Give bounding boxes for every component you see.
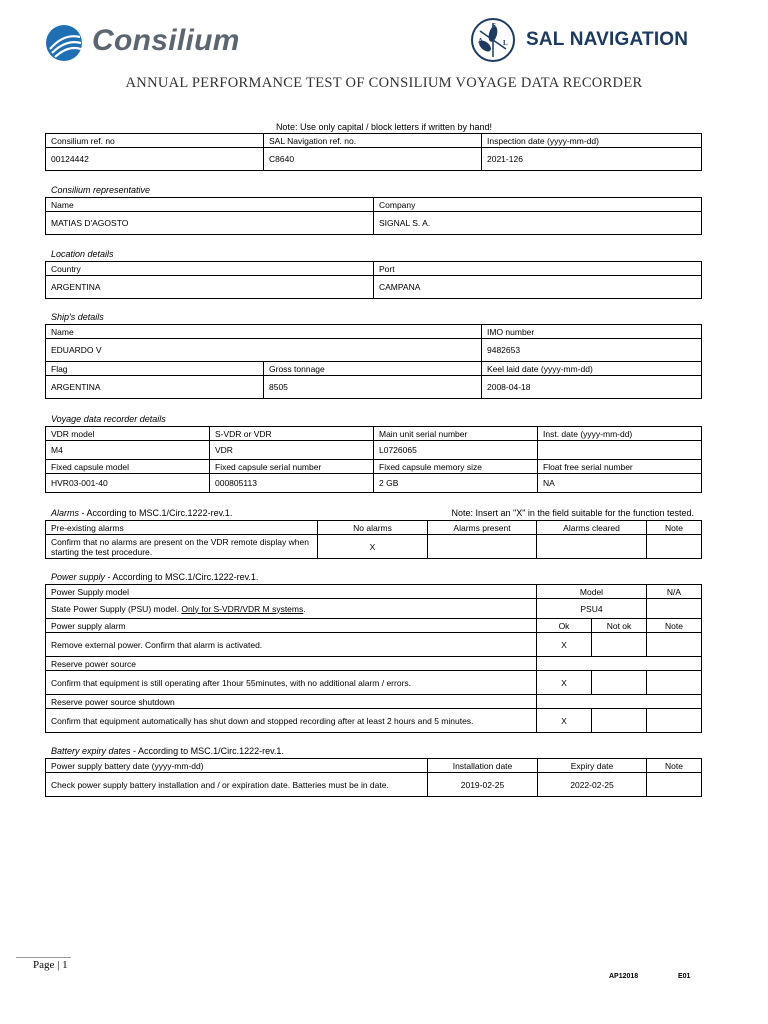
psu-alarm-ok-cell[interactable]: X (537, 633, 592, 657)
capsule-model-value[interactable]: HVR03-001-40 (46, 474, 210, 493)
capsule-model-label: Fixed capsule model (46, 460, 210, 474)
battery-table (45, 758, 702, 797)
rep-company-value[interactable]: SIGNAL S. A. (374, 212, 702, 235)
reserve-power-header-blank (537, 657, 702, 671)
psu-model-text-suffix: . (303, 603, 306, 614)
pre-existing-alarms-header: Pre-existing alarms (46, 521, 318, 535)
power-reference: - According to MSC.1/Circ.1222-rev.1. (105, 572, 259, 582)
ship-table (45, 324, 702, 399)
shutdown-header: Reserve power source shutdown (46, 695, 537, 709)
consilium-logo-icon (44, 23, 84, 63)
shutdown-header-blank (537, 695, 702, 709)
vdr-model-value[interactable]: M4 (46, 441, 210, 460)
document-code: AP12018 (609, 973, 639, 980)
gross-tonnage-label: Gross tonnage (264, 362, 482, 376)
document-title: ANNUAL PERFORMANCE TEST OF CONSILIUM VOYAGE DATA RECORDER (125, 75, 643, 91)
main-unit-serial-label: Main unit serial number (374, 427, 538, 441)
power-table (45, 584, 702, 733)
alarms-table (45, 520, 702, 559)
reserve-not-ok-cell[interactable] (592, 671, 647, 695)
alarms-note-header: Note (647, 521, 702, 535)
psu-alarm-not-ok-cell[interactable] (592, 633, 647, 657)
gross-tonnage-value[interactable]: 8505 (264, 376, 482, 399)
alarms-present-cell[interactable] (428, 535, 537, 559)
location-section-title: Location details (51, 249, 114, 259)
flag-label: Flag (46, 362, 264, 376)
power-section-heading (51, 572, 258, 582)
na-header: N/A (647, 585, 702, 599)
alarms-cleared-cell[interactable] (537, 535, 647, 559)
rep-name-value[interactable]: MATIAS D'AGOSTO (46, 212, 374, 235)
vdr-section-title: Voyage data recorder details (51, 414, 166, 424)
representative-table (45, 197, 702, 235)
ok-header: Ok (537, 619, 592, 633)
alarms-section-title: Alarms (51, 508, 80, 518)
vdr-model-label: VDR model (46, 427, 210, 441)
shutdown-text: Confirm that equipment automatically has shut down and stopped recording after at least 2 hours and 5 minutes. (46, 709, 537, 733)
installation-date-header: Installation date (428, 759, 538, 773)
model-header: Model (537, 585, 647, 599)
no-alarms-header: No alarms (318, 521, 428, 535)
battery-check-text: Check power supply battery installation and / or expiration date. Batteries must be in date. (46, 773, 428, 797)
capital-letters-note: Note: Use only capital / block letters if written by hand! (275, 122, 493, 132)
power-section-title: Power supply (51, 572, 106, 582)
sal-navigation-emblem (470, 17, 516, 68)
sal-emblem-icon (470, 17, 516, 63)
insert-x-note: Note: Insert an "X" in the field suitable for the function tested. (451, 508, 694, 518)
inspection-date-value[interactable]: 2021-126 (482, 148, 702, 171)
reserve-note-cell[interactable] (647, 671, 702, 695)
alarms-note-cell[interactable] (647, 535, 702, 559)
sal-ref-label: SAL Navigation ref. no. (264, 134, 482, 148)
representative-section-title: Consilium representative (51, 185, 151, 195)
battery-section-title: Battery expiry dates (51, 746, 131, 756)
alarms-cleared-header: Alarms cleared (537, 521, 647, 535)
svdr-only-link: Only for S-VDR/VDR M systems (181, 603, 304, 614)
psu-model-value[interactable]: PSU4 (537, 599, 647, 619)
rep-name-label: Name (46, 198, 374, 212)
reserve-power-header: Reserve power source (46, 657, 537, 671)
battery-reference: - According to MSC.1/Circ.1222-rev.1. (130, 746, 284, 756)
psu-alarm-note-cell[interactable] (647, 633, 702, 657)
emblem-letter-l: L (503, 39, 508, 47)
page-number: Page | 1 (33, 959, 68, 971)
inst-date-value[interactable] (538, 441, 702, 460)
location-table (45, 261, 702, 299)
port-value[interactable]: CAMPANA (374, 276, 702, 299)
sal-ref-value[interactable]: C8640 (264, 148, 482, 171)
battery-note-cell[interactable] (647, 773, 702, 797)
ship-name-value[interactable]: EDUARDO V (46, 339, 482, 362)
psu-na-cell[interactable] (647, 599, 702, 619)
battery-section-heading (51, 746, 284, 756)
no-alarms-cell[interactable]: X (318, 535, 428, 559)
installation-date-value[interactable]: 2019-02-25 (428, 773, 538, 797)
psu-model-text (46, 599, 537, 619)
country-label: Country (46, 262, 374, 276)
capsule-serial-value[interactable]: 000805113 (210, 474, 374, 493)
consilium-ref-value[interactable]: 00124442 (46, 148, 264, 171)
keel-date-label: Keel laid date (yyyy-mm-dd) (482, 362, 702, 376)
alarms-present-header: Alarms present (428, 521, 537, 535)
emblem-letter-s: S (492, 22, 496, 30)
capsule-serial-label: Fixed capsule serial number (210, 460, 374, 474)
psu-model-header: Power Supply model (46, 585, 537, 599)
imo-label: IMO number (482, 325, 702, 339)
alarms-reference: - According to MSC.1/Circ.1222-rev.1. (79, 508, 233, 518)
footer-divider (16, 957, 71, 958)
float-free-serial-label: Float free serial number (538, 460, 702, 474)
note-header: Note (647, 619, 702, 633)
reference-table (45, 133, 702, 171)
port-label: Port (374, 262, 702, 276)
inst-date-label: Inst. date (yyyy-mm-dd) (538, 427, 702, 441)
capsule-memory-label: Fixed capsule memory size (374, 460, 538, 474)
rep-company-label: Company (374, 198, 702, 212)
keel-date-value[interactable]: 2008-04-18 (482, 376, 702, 399)
reserve-ok-cell[interactable]: X (537, 671, 592, 695)
shutdown-not-ok-cell[interactable] (592, 709, 647, 733)
flag-value[interactable]: ARGENTINA (46, 376, 264, 399)
capsule-memory-value[interactable]: 2 GB (374, 474, 538, 493)
psu-model-text-prefix: State Power Supply (PSU) model. (51, 603, 182, 614)
country-value[interactable]: ARGENTINA (46, 276, 374, 299)
reserve-power-text: Confirm that equipment is still operating after 1hour 55minutes, with no additional alarm / errors. (46, 671, 537, 695)
psu-alarm-header: Power supply alarm (46, 619, 537, 633)
revision-code: E01 (678, 973, 691, 980)
svdr-or-vdr-label: S-VDR or VDR (210, 427, 374, 441)
consilium-logo (44, 23, 84, 68)
imo-value[interactable]: 9482653 (482, 339, 702, 362)
float-free-serial-value[interactable]: NA (538, 474, 702, 493)
battery-date-header: Power supply battery date (yyyy-mm-dd) (46, 759, 428, 773)
inspection-date-label: Inspection date (yyyy-mm-dd) (482, 134, 702, 148)
battery-note-header: Note (647, 759, 702, 773)
vdr-table (45, 426, 702, 493)
main-unit-serial-value[interactable]: L0726065 (374, 441, 538, 460)
sal-navigation-wordmark: SAL NAVIGATION (526, 29, 689, 50)
emblem-letter-a: A (478, 37, 484, 45)
alarms-section-heading (51, 508, 232, 518)
alarms-check-text: Confirm that no alarms are present on the VDR remote display when starting the test procedure. (46, 535, 318, 559)
consilium-ref-label: Consilium ref. no (46, 134, 264, 148)
shutdown-ok-cell[interactable]: X (537, 709, 592, 733)
expiry-date-header: Expiry date (538, 759, 647, 773)
psu-alarm-text: Remove external power. Confirm that alarm is activated. (46, 633, 537, 657)
consilium-wordmark: Consilium (92, 24, 240, 57)
expiry-date-value[interactable]: 2022-02-25 (538, 773, 647, 797)
shutdown-note-cell[interactable] (647, 709, 702, 733)
svdr-or-vdr-value[interactable]: VDR (210, 441, 374, 460)
ship-section-title: Ship's details (51, 312, 104, 322)
ship-name-label: Name (46, 325, 482, 339)
not-ok-header: Not ok (592, 619, 647, 633)
